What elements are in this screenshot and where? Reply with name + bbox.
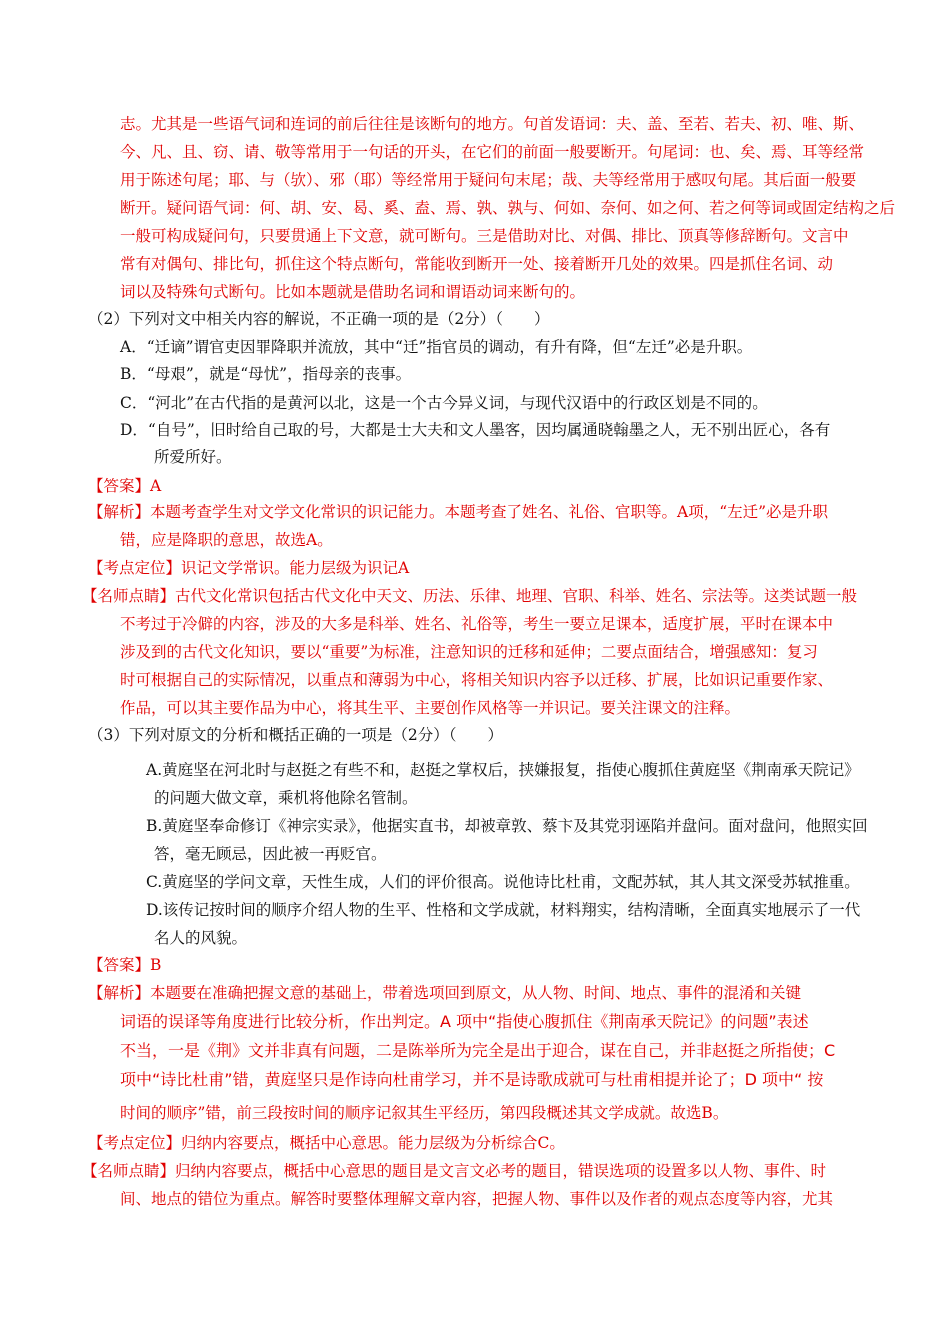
analysis-text: 不当，一是《荆》文并非真有问题，二是陈举所为完全是出于迎合，谋在自己，并非赵挺之所指使；C [120,1041,836,1060]
option-a: A.黄庭坚在河北时与赵挺之有些不和，赵挺之掌权后，挟嫌报复，指使心腹抓住黄庭坚《荆南承天院记》 [146,761,860,779]
paragraph-line: 断开。疑问语气词：何、胡、安、曷、奚、盍、焉、孰、孰与、何如、奈何、如之何、若之何等词或固定结构之后 [120,199,896,217]
option-c: C.黄庭坚的学问文章，天性生成，人们的评价很高。说他诗比杜甫，文配苏轼，其人其文深受苏轼推重。 [146,873,860,891]
analysis-text: 时间的顺序”错，前三段按时间的顺序记叙其生平经历，第四段概述其文学成就。故选B。 [120,1104,729,1122]
dianjing-row [82,586,857,606]
analysis-tag: 【解析】 [88,984,151,1002]
analysis-row [88,983,801,1003]
paragraph-line: 常有对偶句、排比句，抓住这个特点断句，常能收到断开一处、接着断开几处的效果。四是抓住名词、动 [120,255,834,273]
kaodian-tag: 【考点定位】 [88,559,182,577]
question-stem: （2）下列对文中相关内容的解说，不正确一项的是（2分）（ ） [88,310,550,328]
answer-row [88,476,161,496]
kaodian-row [88,1133,565,1153]
dianjing-text: 古代文化常识包括古代文化中天文、历法、乐律、地理、官职、科举、姓名、宗法等。这类试题一般 [175,587,858,605]
analysis-text: 项中“诗比杜甫”错，黄庭坚只是作诗向杜甫学习，并不是诗歌成就可与杜甫相提并论了；D 项中“ 按 [120,1070,824,1089]
kaodian-tag: 【考点定位】 [88,1134,182,1152]
dianjing-text: 时可根据自己的实际情况，以重点和薄弱为中心，将相关知识内容予以迁移、扩展，比如识记重要作家、 [120,671,834,689]
dianjing-row [82,1161,826,1181]
answer-tag: 【答案】 [88,956,151,974]
option-b: B．“母艰”，就是“母忧”，指母亲的丧事。 [120,365,412,383]
paragraph-line: 志。尤其是一些语气词和连词的前后往往是该断句的地方。句首发语词：夫、盖、至若、若夫、初、唯、斯、 [120,115,865,133]
paragraph-line: 词以及特殊句式断句。比如本题就是借助名词和谓语动词来断句的。 [120,283,586,301]
dianjing-text: 归纳内容要点，概括中心意思的题目是文言文必考的题目，错误选项的设置多以人物、事件、时 [175,1162,827,1180]
answer-row [88,955,161,975]
analysis-row [88,502,828,522]
dianjing-text: 作品，可以其主要作品为中心，将其生平、主要创作风格等一并识记。要关注课文的注释。 [120,699,741,717]
paragraph-line: 一般可构成疑问句，只要贯通上下文意，就可断句。三是借助对比、对偶、排比、顶真等修辞断句。文言中 [120,227,849,245]
dianjing-text: 间、地点的错位为重点。解答时要整体理解文章内容，把握人物、事件以及作者的观点态度等内容，尤其 [120,1190,834,1208]
paragraph-line: 用于陈述句尾；耶、与（欤）、邪（耶）等经常用于疑问句末尾；哉、夫等经常用于感叹句尾。其后面一般要 [120,171,857,189]
option-b-continued: 答，毫无顾忌，因此被一再贬官。 [154,845,387,863]
kaodian-row [88,558,409,578]
answer-tag: 【答案】 [88,477,151,495]
question-stem: （3）下列对原文的分析和概括正确的一项是（2分）（ ） [88,726,503,744]
kaodian-text: 识记文学常识。能力层级为识记A [181,559,410,577]
option-d: D.该传记按时间的顺序介绍人物的生平、性格和文学成就，材料翔实，结构清晰，全面真实地展示了一代 [146,901,861,919]
analysis-text: 错，应是降职的意思，故选A。 [120,531,333,549]
kaodian-text: 归纳内容要点，概括中心意思。能力层级为分析综合C。 [181,1134,565,1152]
option-d-continued: 名人的风貌。 [154,929,248,947]
analysis-text: 本题要在准确把握文意的基础上，带着选项回到原文，从人物、时间、地点、事件的混淆和关键 [150,984,802,1002]
dianjing-text: 不考过于冷僻的内容，涉及的大多是科举、姓名、礼俗等，考生一要立足课本，适度扩展，平时在课本中 [120,615,834,633]
dianjing-text: 涉及到的古代文化知识，要以“重要”为标准，注意知识的迁移和延伸；二要点面结合，增强感知：复习 [120,643,818,661]
option-a: A．“迁谪”谓官吏因罪降职并流放，其中“迁”指官员的调动，有升有降，但“左迁”必是升职。 [120,338,753,356]
option-b: B.黄庭坚奉命修订《神宗实录》，他据实直书，却被章敦、蔡卞及其党羽诬陷并盘问。面对盘问，他照实回 [146,817,868,835]
answer-value: A [150,477,162,495]
paragraph-line: 今、凡、且、窃、请、敬等常用于一句话的开头，在它们的前面一般要断开。句尾词：也、矣、焉、耳等经常 [120,143,865,161]
analysis-text: 本题考查学生对文学文化常识的识记能力。本题考查了姓名、礼俗、官职等。A项，“左迁”必是升职 [150,503,829,521]
option-d: D．“自号”，旧时给自己取的号，大都是士大夫和文人墨客，因均属通晓翰墨之人，无不别出匠心，各有 [120,421,831,439]
option-a-continued: 的问题大做文章，乘机将他除名管制。 [154,789,418,807]
analysis-text: 词语的误译等角度进行比较分析，作出判定。A 项中“指使心腹抓住《荆南承天院记》的问题”表述 [120,1012,809,1031]
dianjing-tag: 【名师点睛】 [82,587,176,605]
option-d-continued: 所爱所好。 [154,448,232,466]
analysis-tag: 【解析】 [88,503,151,521]
dianjing-tag: 【名师点睛】 [82,1162,176,1180]
answer-value: B [150,956,162,974]
option-c: C．“河北”在古代指的是黄河以北，这是一个古今异义词，与现代汉语中的行政区划是不同的。 [120,394,768,412]
